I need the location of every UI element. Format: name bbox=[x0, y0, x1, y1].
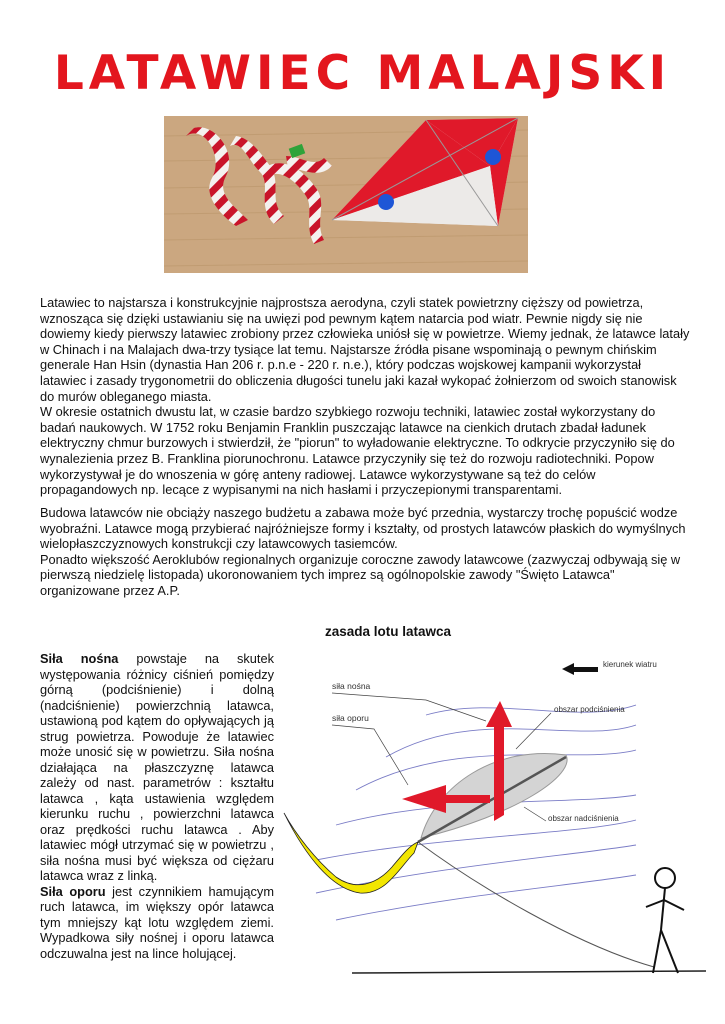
tether-line bbox=[418, 842, 654, 967]
airflow-line bbox=[316, 820, 636, 860]
intro-text bbox=[40, 295, 690, 498]
kite-flight-diagram bbox=[276, 645, 716, 985]
airflow-line bbox=[386, 725, 636, 757]
lift-label: siła nośna bbox=[332, 681, 371, 691]
clubs-paragraph: Ponadto większość Aeroklubów regionalnych organizuje coroczne zawody latawcowe (zazwyczaj odbywają się w pierwszą niedzielę listopada) ukoronowaniem tych imprez są ogólnopolskie zawody "Święto Latawca" organizowane przez A.P. bbox=[40, 551, 681, 598]
budget-paragraph: Budowa latawców nie obciąży naszego budżetu a zabawa może być przednia, wystarczy trochę popuścić wodze wyobraźni. Latawce mogą przybierać najróżniejsze formy i kształty, od prostych latawców płaskich do wymyślnych wielopłaszczyznowych konstrukcji czy latawcowych tasiemców. bbox=[40, 505, 686, 552]
history-paragraph: W okresie ostatnich dwustu lat, w czasie bardzo szybkiego rozwoju techniki, latawiec został wykorzystany do badań naukowych. W 1752 roku Benjamin Franklin puszczając latawce na cienkich drutach zbadał ładunek elektryczny chmur burzowych i stwierdził, że "piorun" to wyładowanie elektryczne. To odkrycie przyczyniło się do wynalezienia przez B. Franklina piorunochronu. Latawce przyczyniły się też do rozwoju radiotechniki. Popow wykorzystywał je do wnoszenia w górę anteny radiowej. Latawce wykorzystywane są też do celów propagandowych np. lecące z wypisanymi na nich hasłami i przyczepionymi transparentami. bbox=[40, 404, 675, 498]
clubs-text bbox=[40, 505, 690, 599]
drag-label: siła oporu bbox=[332, 713, 369, 723]
flight-explanation bbox=[40, 651, 274, 961]
intro-paragraph: Latawiec to najstarsza i konstrukcyjnie najprostsza aerodyna, czyli statek powietrzny cięższy od powietrza, wznosząca się dzięki ustawianiu się na uwięzi pod pewnym kątem natarcia pod wiatr. Pewnie nigdy się nie dowiemy kiedy pierwszy latawiec zrobiony przez człowieka uniósł się w powietrze. Wiemy jednak, że latawce latały w Chinach i na Malajach dwa-trzy tysiące lat temu. Najstarsze źródła pisane wspominają o pewnym chińskim generale Han Hsin (dynastia Han 206 r. p.n.e - 220 r. n.e.), który podczas wojskowej kampanii wykorzystał latawiec i zasady trygonometrii do obliczenia długości tunelu jaki kazał wykopać żołnierzom od swoich stanowisk do murów obleganego miasta. bbox=[40, 295, 690, 404]
kite-tail bbox=[284, 813, 418, 893]
wind-label: kierunek wiatru bbox=[603, 660, 657, 669]
wind-arrow bbox=[562, 663, 598, 675]
page-title: LATAWIEC MALAJSKI bbox=[53, 46, 672, 101]
drag-text: jest czynnikiem hamującym ruch latawca, im większy opór latawca tym mniejszy kąt lotu względem ziemi. Wypadkowa siły nośnej i oporu latawca odczuwalna jest na lince holującej. bbox=[40, 883, 274, 961]
person-figure bbox=[646, 868, 684, 973]
high-pressure-label: obszar nadciśnienia bbox=[548, 814, 619, 823]
diagram-title: zasada lotu latawca bbox=[325, 624, 452, 639]
kite-photo bbox=[164, 116, 528, 273]
lift-text: powstaje na skutek występowania różnicy ciśnień pomiędzy górną (podciśnienie) i dolną (nadciśnienie) powierzchnią latawca, ustawioną pod kątem do opływających ją strug powietrza. Powoduje że latawiec może unosić się w powietrzu. Siła nośna działająca na płaszczyznę latawca zależy od nast. parametrów : kształtu latawca , kąta ustawienia względem kierunku ruchu , powierzchni latawca oraz prędkości ruchu latawca . Aby latawiec mógł utrzymać się w powietrzu , siła nośna musi być większa od ciężaru latawca wraz z linką. bbox=[40, 651, 274, 883]
drag-term: Siła oporu bbox=[40, 883, 106, 899]
lift-term: Siła nośna bbox=[40, 651, 119, 666]
low-pressure-label: obszar podciśnienia bbox=[554, 705, 625, 714]
